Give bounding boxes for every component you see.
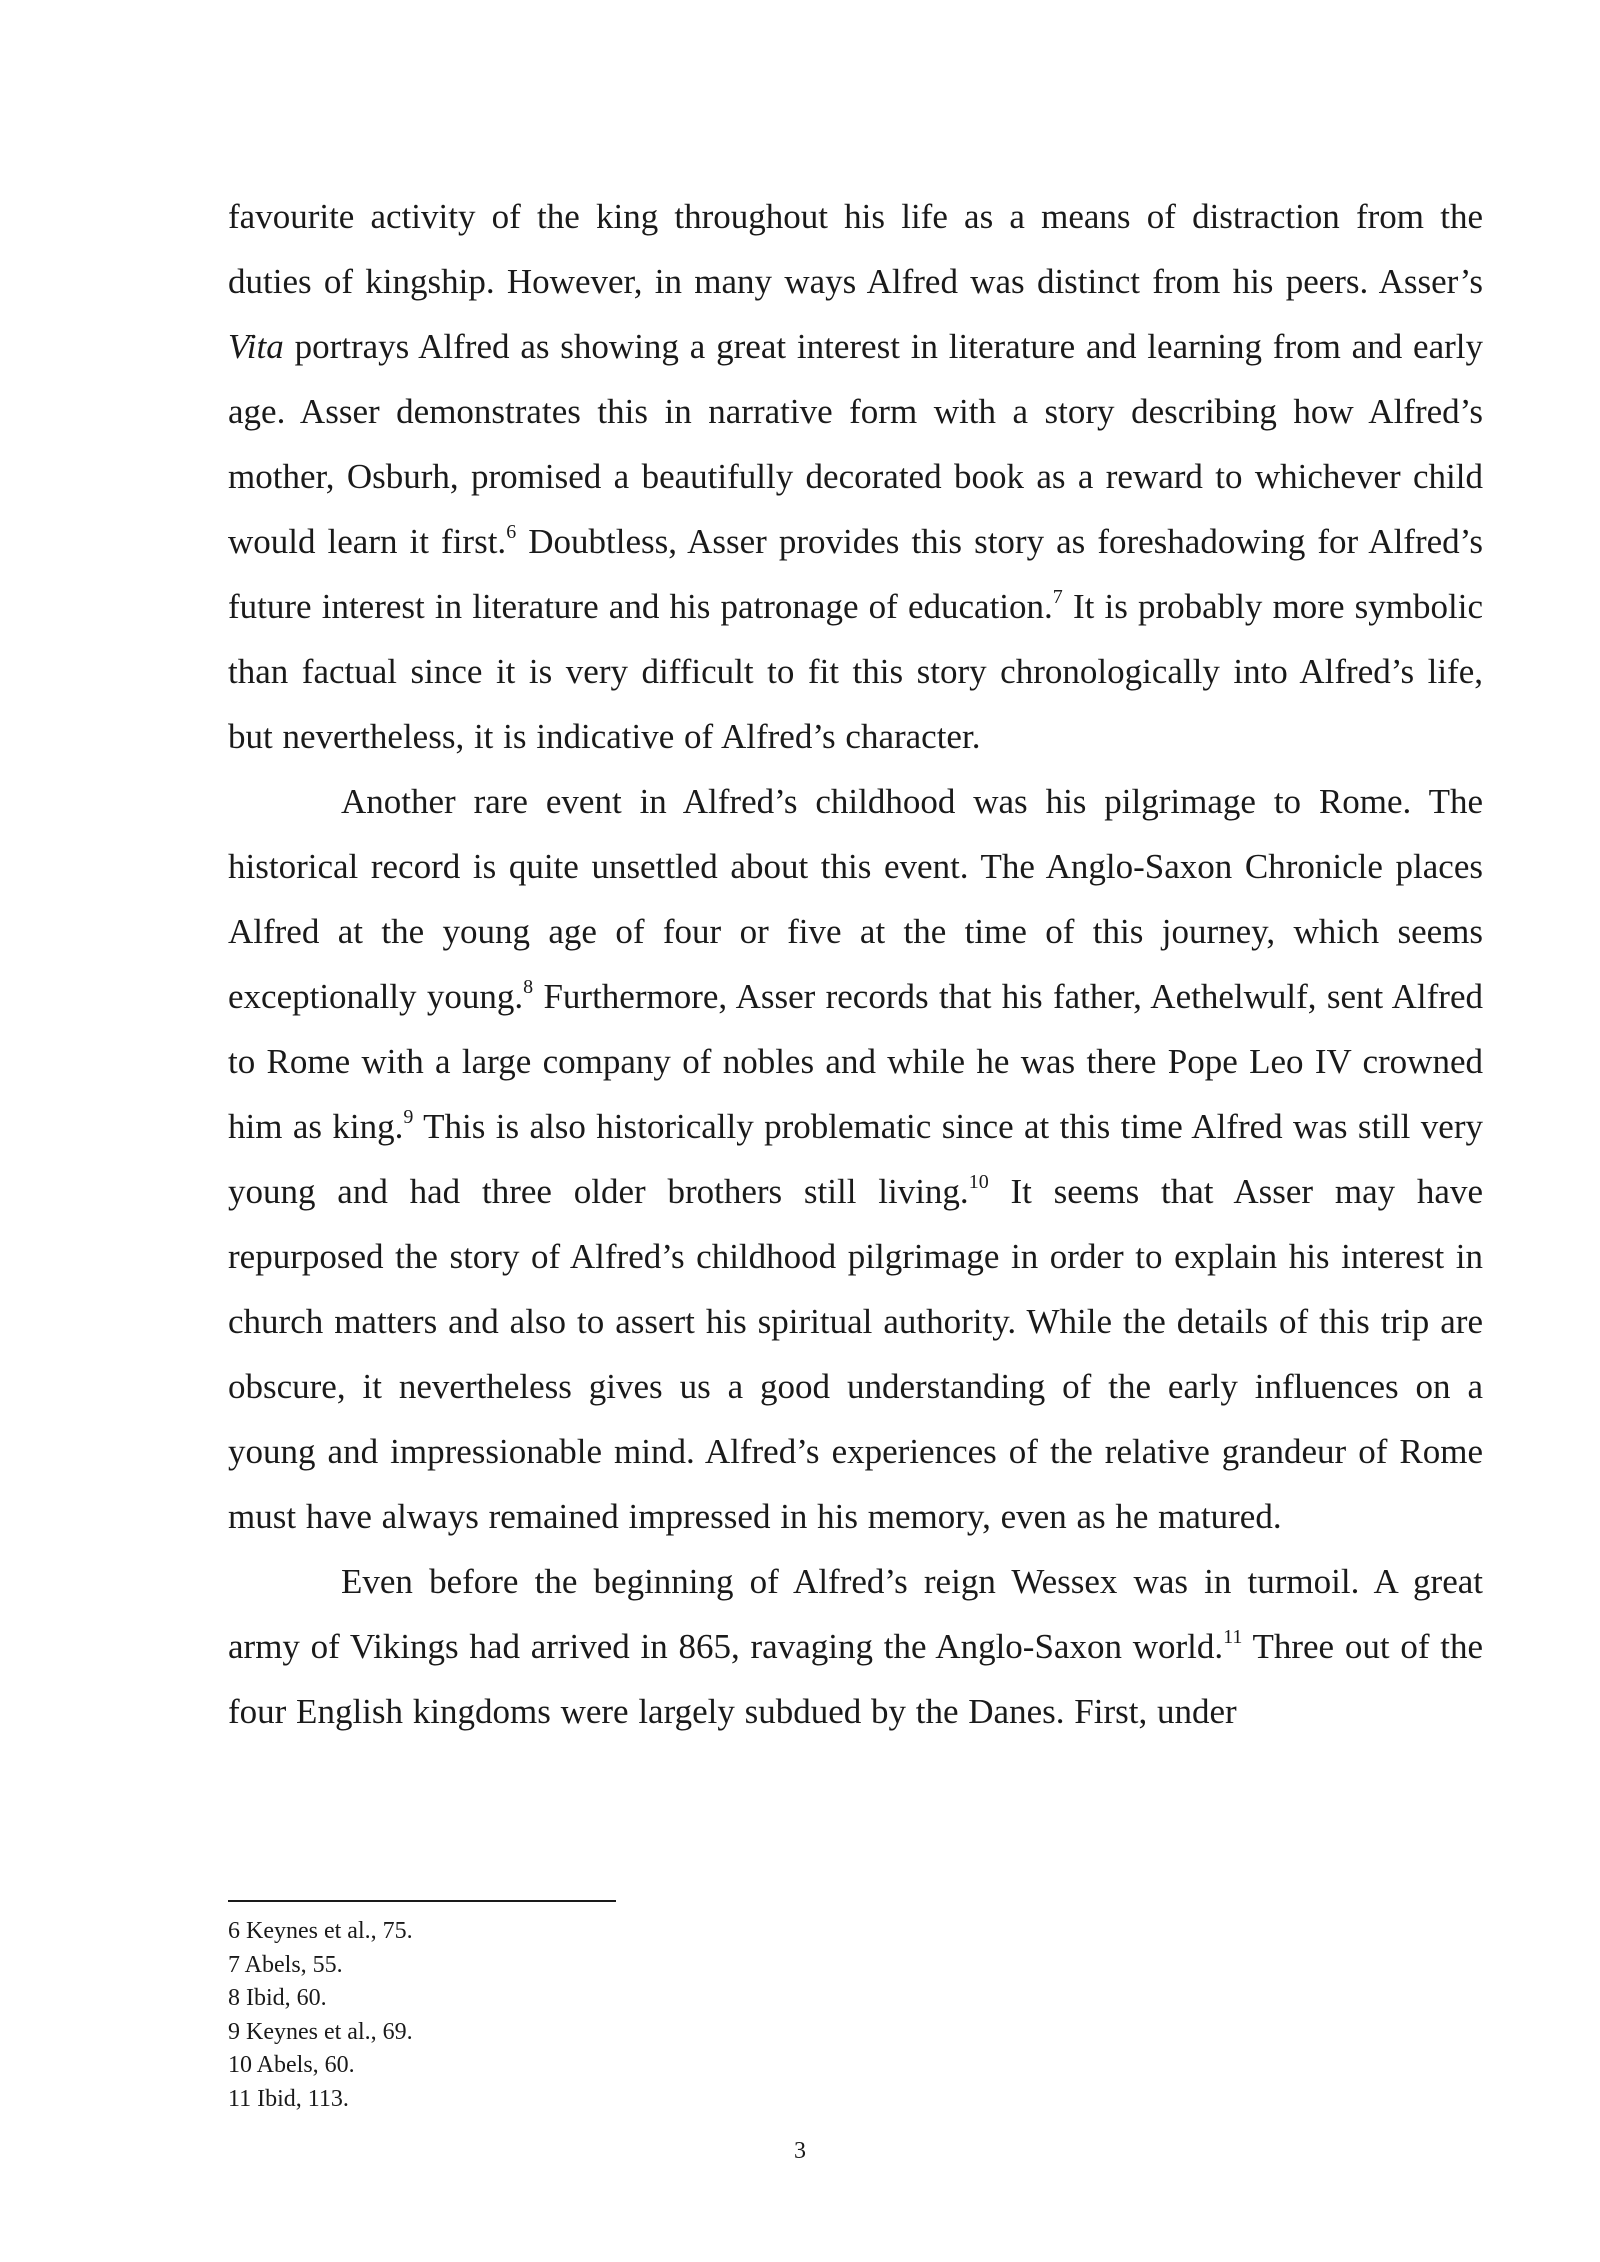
paragraph-text: favourite activity of the king throughout his life as a means of distraction from the duties of kingship. However, in many ways Alfred was distinct from his peers. Asser’s [228, 197, 1483, 301]
italic-title: Vita [228, 327, 284, 366]
paragraph-text: Three out of the four English kingdoms were largely subdued by the Danes. First, under [228, 1627, 1483, 1731]
paragraph [228, 1549, 1483, 1744]
paragraph [228, 184, 1483, 769]
footnote-marker[interactable]: 9 [403, 1106, 414, 1129]
footnote-separator [228, 1900, 616, 1902]
footnote: 6 Keynes et al., 75. [228, 1918, 413, 1944]
paragraph-text: Even before the beginning of Alfred’s reign Wessex was in turmoil. A great army of Vikings had arrived in 865, ravaging the Anglo-Saxon world. [228, 1562, 1483, 1666]
page-number: 3 [794, 2138, 806, 2164]
paragraph-text: Furthermore, Asser records that his father, Aethelwulf, sent Alfred to Rome with a large company of nobles and while he was there Pope Leo IV crowned him as king. [228, 977, 1483, 1146]
footnote-marker[interactable]: 7 [1052, 586, 1063, 609]
footnote-marker[interactable]: 11 [1223, 1626, 1243, 1649]
paragraph-text: portrays Alfred as showing a great interest in literature and learning from and early age. Asser demonstrates this in narrative form with a story describing how Alfred’s mother, Osburh, promised a beautifully decorated book as a reward to whichever child would learn it first. [228, 327, 1483, 561]
paragraph-text: It is probably more symbolic than factual since it is very difficult to fit this story chronologically into Alfred’s life, but nevertheless, it is indicative of Alfred’s character. [228, 587, 1483, 756]
footnote: 10 Abels, 60. [228, 2052, 355, 2078]
footnote-marker[interactable]: 6 [506, 521, 517, 544]
paragraph-text: Doubtless, Asser provides this story as foreshadowing for Alfred’s future interest in literature and his patronage of education. [228, 522, 1483, 626]
footnote-marker[interactable]: 8 [523, 976, 534, 999]
paragraph-text: This is also historically problematic since at this time Alfred was still very young and had three older brothers still living. [228, 1107, 1483, 1211]
footnote: 7 Abels, 55. [228, 1951, 343, 1978]
paragraph [228, 769, 1483, 1549]
footnote: 11 Ibid, 113. [228, 2085, 349, 2112]
footnote: 8 Ibid, 60. [228, 1985, 327, 2011]
body-text [228, 184, 1483, 1744]
footnote: 9 Keynes et al., 69. [228, 2018, 413, 2045]
paragraph-text: It seems that Asser may have repurposed the story of Alfred’s childhood pilgrimage in order to explain his interest in church matters and also to assert his spiritual authority. While the details of this trip are obscure, it nevertheless gives us a good understanding of the early influences on a young and impressionable mind. Alfred’s experiences of the relative grandeur of Rome must have always remained impressed in his memory, even as he matured. [228, 1172, 1483, 1536]
footnote-marker[interactable]: 10 [968, 1171, 989, 1194]
footnotes [228, 1915, 1128, 2116]
paragraph-text: Another rare event in Alfred’s childhood was his pilgrimage to Rome. The historical record is quite unsettled about this event. The Anglo-Saxon Chronicle places Alfred at the young age of four or five at the time of this journey, which seems exceptionally young. [228, 782, 1483, 1016]
